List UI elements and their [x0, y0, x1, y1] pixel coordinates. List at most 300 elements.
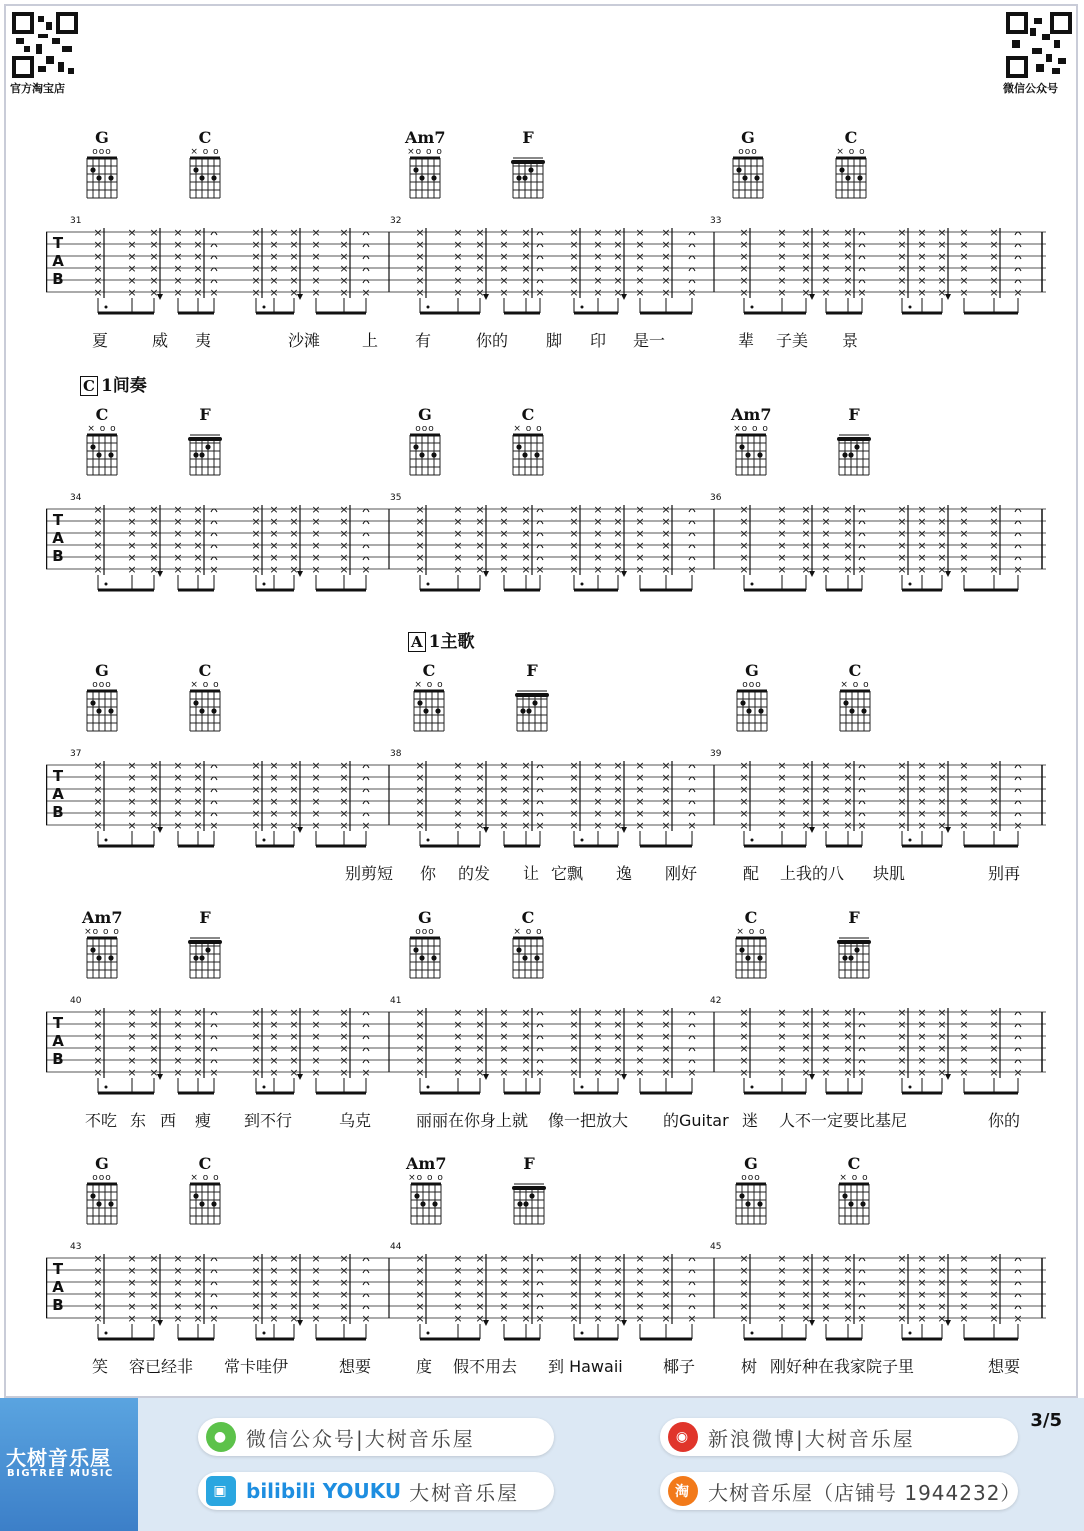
svg-text:×: × — [777, 807, 787, 820]
svg-text:×: × — [339, 1288, 349, 1301]
chord-name: C — [521, 405, 535, 424]
svg-text:×: × — [453, 1300, 463, 1313]
svg-text:×: × — [339, 551, 349, 564]
svg-text:×: × — [499, 527, 509, 540]
chord-open-strings: ooo — [415, 927, 435, 937]
svg-text:×: × — [569, 1276, 579, 1289]
svg-text:×: × — [269, 286, 279, 299]
svg-text:×: × — [149, 527, 159, 540]
svg-text:×: × — [251, 1264, 261, 1277]
svg-text:×: × — [415, 795, 425, 808]
svg-text:×: × — [777, 228, 787, 239]
svg-text:×: × — [339, 807, 349, 820]
svg-text:×: × — [821, 228, 831, 239]
svg-text:×: × — [777, 1030, 787, 1043]
svg-text:×: × — [613, 1030, 623, 1043]
chord-name: G — [741, 128, 755, 147]
svg-text:×: × — [149, 228, 159, 239]
tab-system-row — [0, 128, 1084, 373]
svg-text:×: × — [989, 1008, 999, 1019]
svg-text:×: × — [251, 1254, 261, 1265]
svg-text:×: × — [193, 505, 203, 516]
svg-text:×: × — [535, 286, 545, 299]
svg-text:×: × — [269, 539, 279, 552]
svg-text:×: × — [521, 1008, 531, 1019]
svg-text:×: × — [127, 274, 137, 287]
svg-text:×: × — [475, 819, 485, 832]
svg-text:×: × — [937, 761, 947, 772]
svg-text:×: × — [569, 1030, 579, 1043]
svg-text:×: × — [959, 527, 969, 540]
svg-text:×: × — [989, 1030, 999, 1043]
svg-text:×: × — [269, 238, 279, 251]
wechat-account-pill[interactable] — [198, 1418, 554, 1456]
svg-text:×: × — [311, 539, 321, 552]
lyric-syllable: 脚 — [546, 331, 563, 350]
svg-text:×: × — [415, 1254, 425, 1265]
svg-text:×: × — [339, 238, 349, 251]
svg-text:×: × — [661, 1300, 671, 1313]
svg-text:×: × — [569, 1254, 579, 1265]
svg-text:×: × — [475, 274, 485, 287]
chord-open-strings: × o o — [190, 147, 220, 157]
svg-text:×: × — [453, 1018, 463, 1031]
svg-text:×: × — [569, 539, 579, 552]
chord-open-strings: × o o — [513, 424, 543, 434]
svg-text:×: × — [251, 228, 261, 239]
svg-text:×: × — [339, 783, 349, 796]
svg-text:×: × — [593, 1288, 603, 1301]
chord-name: C — [198, 1154, 212, 1173]
svg-text:×: × — [415, 761, 425, 772]
svg-text:×: × — [917, 1066, 927, 1079]
svg-text:×: × — [801, 1288, 811, 1301]
svg-text:×: × — [269, 1018, 279, 1031]
svg-text:×: × — [415, 228, 425, 239]
svg-text:×: × — [937, 274, 947, 287]
lyric-syllable: 东 — [130, 1111, 147, 1130]
svg-text:×: × — [593, 262, 603, 275]
svg-text:×: × — [311, 819, 321, 832]
svg-text:×: × — [897, 274, 907, 287]
svg-text:×: × — [661, 505, 671, 516]
svg-text:×: × — [251, 1054, 261, 1067]
svg-text:×: × — [777, 1066, 787, 1079]
svg-text:×: × — [93, 539, 103, 552]
svg-text:×: × — [777, 1008, 787, 1019]
svg-text:×: × — [289, 250, 299, 263]
svg-text:×: × — [311, 1276, 321, 1289]
svg-text:×: × — [193, 228, 203, 239]
svg-text:×: × — [289, 1054, 299, 1067]
svg-text:×: × — [661, 539, 671, 552]
svg-text:×: × — [917, 250, 927, 263]
svg-text:×: × — [897, 228, 907, 239]
svg-text:×: × — [661, 1030, 671, 1043]
svg-text:×: × — [821, 1008, 831, 1019]
svg-text:×: × — [93, 515, 103, 528]
svg-text:×: × — [521, 1288, 531, 1301]
svg-text:×: × — [193, 551, 203, 564]
svg-text:×: × — [801, 1254, 811, 1265]
lyric-syllable: 人不一定要比基尼 — [779, 1111, 908, 1130]
svg-text:×: × — [917, 1018, 927, 1031]
measure-number: 31 — [70, 216, 82, 226]
svg-text:×: × — [843, 539, 853, 552]
svg-text:×: × — [959, 262, 969, 275]
svg-text:×: × — [173, 250, 183, 263]
svg-text:×: × — [569, 1008, 579, 1019]
svg-text:×: × — [415, 539, 425, 552]
svg-text:×: × — [499, 505, 509, 516]
svg-text:×: × — [959, 1288, 969, 1301]
svg-text:×: × — [635, 783, 645, 796]
svg-text:×: × — [613, 1054, 623, 1067]
svg-text:×: × — [989, 551, 999, 564]
svg-text:×: × — [777, 819, 787, 832]
svg-text:×: × — [937, 1042, 947, 1055]
svg-text:×: × — [569, 771, 579, 784]
svg-text:×: × — [251, 807, 261, 820]
svg-text:×: × — [415, 1054, 425, 1067]
lyric-syllable: 配 — [743, 864, 760, 883]
svg-text:×: × — [897, 1312, 907, 1325]
svg-text:×: × — [613, 761, 623, 772]
svg-text:×: × — [897, 807, 907, 820]
svg-text:×: × — [127, 819, 137, 832]
svg-text:×: × — [843, 563, 853, 576]
svg-text:×: × — [269, 795, 279, 808]
svg-text:×: × — [339, 563, 349, 576]
svg-text:×: × — [569, 761, 579, 772]
weibo-pill[interactable] — [660, 1418, 1018, 1456]
svg-text:×: × — [521, 1018, 531, 1031]
svg-text:×: × — [569, 1264, 579, 1277]
svg-text:×: × — [739, 1066, 749, 1079]
svg-text:×: × — [989, 505, 999, 516]
svg-text:×: × — [777, 238, 787, 251]
svg-text:×: × — [777, 783, 787, 796]
svg-text:×: × — [269, 1312, 279, 1325]
svg-text:×: × — [415, 563, 425, 576]
svg-text:×: × — [801, 262, 811, 275]
svg-text:×: × — [193, 795, 203, 808]
svg-text:×: × — [127, 1300, 137, 1313]
svg-text:×: × — [269, 807, 279, 820]
svg-text:×: × — [613, 250, 623, 263]
chord-open-strings: ooo — [92, 680, 112, 690]
svg-text:×: × — [361, 819, 371, 832]
svg-text:×: × — [959, 1300, 969, 1313]
svg-text:×: × — [453, 795, 463, 808]
svg-text:×: × — [777, 761, 787, 772]
svg-text:×: × — [499, 795, 509, 808]
svg-text:×: × — [475, 1300, 485, 1313]
video-platform-pill[interactable] — [198, 1472, 554, 1510]
svg-text:×: × — [897, 515, 907, 528]
svg-text:×: × — [93, 783, 103, 796]
svg-text:×: × — [415, 1312, 425, 1325]
svg-text:×: × — [453, 505, 463, 516]
measure-number: 42 — [710, 996, 722, 1006]
bilibili-icon: ▣ — [206, 1476, 236, 1506]
svg-text:×: × — [989, 783, 999, 796]
svg-text:×: × — [311, 1008, 321, 1019]
svg-text:×: × — [989, 1312, 999, 1325]
svg-text:×: × — [475, 250, 485, 263]
svg-text:×: × — [777, 1288, 787, 1301]
taobao-qr-code[interactable] — [12, 12, 78, 78]
svg-text:×: × — [311, 563, 321, 576]
svg-text:×: × — [251, 527, 261, 540]
svg-text:×: × — [821, 1264, 831, 1277]
tab-system-row — [0, 376, 1084, 650]
svg-text:×: × — [149, 783, 159, 796]
svg-text:×: × — [269, 505, 279, 516]
svg-text:×: × — [569, 1018, 579, 1031]
svg-text:×: × — [989, 1264, 999, 1277]
svg-text:×: × — [499, 819, 509, 832]
svg-text:×: × — [339, 539, 349, 552]
svg-text:×: × — [635, 1288, 645, 1301]
svg-text:×: × — [569, 1054, 579, 1067]
svg-text:×: × — [127, 1018, 137, 1031]
svg-text:×: × — [989, 771, 999, 784]
taobao-shop-pill[interactable] — [660, 1472, 1022, 1510]
svg-text:×: × — [843, 1008, 853, 1019]
svg-text:×: × — [193, 771, 203, 784]
lyric-syllable: 像一把放大 — [548, 1111, 629, 1130]
chord-name: C — [521, 908, 535, 927]
svg-text:×: × — [661, 1018, 671, 1031]
svg-text:×: × — [193, 1264, 203, 1277]
chord-open-strings: ooo — [415, 424, 435, 434]
chord-name: G — [745, 661, 759, 680]
svg-text:×: × — [311, 274, 321, 287]
svg-text:×: × — [193, 1300, 203, 1313]
taobao-qr-label: 官方淘宝店 — [10, 82, 65, 95]
lyric-syllable: 丽丽在你身上就 — [416, 1111, 529, 1130]
svg-text:×: × — [613, 819, 623, 832]
svg-text:×: × — [739, 539, 749, 552]
video-logos: bilibili YOUKU — [246, 1479, 402, 1503]
svg-text:×: × — [843, 1018, 853, 1031]
svg-text:×: × — [937, 515, 947, 528]
svg-text:×: × — [897, 1254, 907, 1265]
svg-text:×: × — [801, 563, 811, 576]
lyric-syllable: 树 — [741, 1357, 758, 1376]
svg-text:×: × — [499, 262, 509, 275]
svg-text:×: × — [127, 262, 137, 275]
lyric-syllable: 上我的八 — [780, 864, 845, 883]
svg-text:×: × — [613, 1008, 623, 1019]
svg-text:×: × — [843, 1066, 853, 1079]
svg-text:×: × — [127, 551, 137, 564]
svg-text:×: × — [917, 505, 927, 516]
svg-text:×: × — [269, 1288, 279, 1301]
svg-text:×: × — [613, 1312, 623, 1325]
svg-text:×: × — [821, 795, 831, 808]
svg-text:×: × — [917, 274, 927, 287]
tab-system-row — [0, 908, 1084, 1153]
svg-text:×: × — [613, 515, 623, 528]
lyric-syllable: 景 — [842, 331, 859, 350]
svg-text:×: × — [173, 783, 183, 796]
svg-text:×: × — [93, 807, 103, 820]
svg-text:×: × — [521, 539, 531, 552]
svg-text:×: × — [959, 238, 969, 251]
svg-text:×: × — [661, 515, 671, 528]
svg-text:×: × — [593, 1264, 603, 1277]
svg-text:×: × — [593, 1254, 603, 1265]
svg-text:×: × — [661, 238, 671, 251]
svg-text:×: × — [897, 1054, 907, 1067]
svg-text:×: × — [897, 286, 907, 299]
svg-text:×: × — [499, 1276, 509, 1289]
svg-text:×: × — [593, 551, 603, 564]
svg-text:×: × — [453, 286, 463, 299]
lyric-syllable: 不吃 — [85, 1111, 118, 1130]
svg-text:×: × — [173, 1066, 183, 1079]
svg-text:×: × — [777, 539, 787, 552]
svg-text:×: × — [897, 238, 907, 251]
svg-text:×: × — [499, 274, 509, 287]
svg-text:×: × — [937, 505, 947, 516]
svg-text:×: × — [739, 771, 749, 784]
svg-text:×: × — [149, 515, 159, 528]
svg-text:×: × — [917, 238, 927, 251]
svg-text:×: × — [93, 250, 103, 263]
svg-text:×: × — [897, 505, 907, 516]
svg-text:×: × — [289, 551, 299, 564]
svg-text:×: × — [593, 1312, 603, 1325]
svg-text:×: × — [613, 527, 623, 540]
svg-text:×: × — [801, 1008, 811, 1019]
svg-text:×: × — [777, 262, 787, 275]
svg-text:×: × — [569, 262, 579, 275]
svg-text:×: × — [415, 1300, 425, 1313]
svg-text:×: × — [917, 761, 927, 772]
svg-text:×: × — [127, 527, 137, 540]
svg-text:×: × — [857, 563, 867, 576]
svg-text:×: × — [475, 1288, 485, 1301]
measure-number: 44 — [390, 1242, 402, 1252]
svg-text:×: × — [415, 807, 425, 820]
svg-text:×: × — [339, 1054, 349, 1067]
svg-text:×: × — [635, 262, 645, 275]
svg-text:×: × — [739, 1008, 749, 1019]
svg-text:×: × — [959, 551, 969, 564]
svg-text:×: × — [127, 238, 137, 251]
svg-text:×: × — [289, 1288, 299, 1301]
svg-text:×: × — [821, 286, 831, 299]
svg-text:×: × — [937, 1066, 947, 1079]
svg-text:×: × — [251, 1008, 261, 1019]
svg-text:×: × — [339, 228, 349, 239]
svg-text:×: × — [475, 228, 485, 239]
svg-text:×: × — [453, 1254, 463, 1265]
svg-text:×: × — [937, 819, 947, 832]
svg-text:×: × — [453, 1276, 463, 1289]
svg-text:×: × — [499, 1312, 509, 1325]
svg-text:×: × — [311, 1030, 321, 1043]
svg-text:×: × — [843, 515, 853, 528]
svg-text:×: × — [801, 807, 811, 820]
chord-name: G — [744, 1154, 758, 1173]
lyric-syllable: 让 — [523, 864, 540, 883]
lyric-syllable: 夷 — [195, 331, 212, 350]
svg-text:×: × — [521, 286, 531, 299]
lyric-syllable: 你的 — [988, 1111, 1021, 1130]
svg-text:×: × — [209, 1066, 219, 1079]
chord-name: G — [95, 661, 109, 680]
svg-text:×: × — [289, 819, 299, 832]
svg-text:×: × — [801, 1276, 811, 1289]
svg-text:×: × — [661, 563, 671, 576]
svg-text:×: × — [475, 551, 485, 564]
svg-text:×: × — [739, 515, 749, 528]
svg-text:×: × — [635, 250, 645, 263]
svg-text:×: × — [1013, 286, 1023, 299]
svg-text:×: × — [521, 505, 531, 516]
svg-text:×: × — [635, 807, 645, 820]
svg-text:×: × — [269, 551, 279, 564]
svg-text:×: × — [739, 1030, 749, 1043]
wechat-qr-code[interactable] — [1006, 12, 1072, 78]
svg-text:×: × — [251, 1288, 261, 1301]
svg-text:×: × — [777, 274, 787, 287]
svg-text:×: × — [897, 761, 907, 772]
page-number: 3/5 — [1030, 1410, 1062, 1431]
svg-text:×: × — [937, 807, 947, 820]
svg-text:×: × — [661, 795, 671, 808]
svg-text:×: × — [149, 551, 159, 564]
svg-text:×: × — [521, 238, 531, 251]
svg-text:×: × — [311, 551, 321, 564]
svg-text:×: × — [613, 539, 623, 552]
svg-text:×: × — [821, 1254, 831, 1265]
svg-text:×: × — [521, 262, 531, 275]
svg-text:×: × — [777, 551, 787, 564]
svg-text:×: × — [93, 761, 103, 772]
svg-text:×: × — [475, 539, 485, 552]
svg-text:×: × — [821, 1300, 831, 1313]
svg-text:×: × — [93, 771, 103, 784]
svg-text:×: × — [989, 1018, 999, 1031]
svg-text:×: × — [843, 274, 853, 287]
svg-text:×: × — [937, 228, 947, 239]
svg-text:×: × — [311, 761, 321, 772]
lyric-syllable: 到不行 — [244, 1111, 293, 1130]
svg-text:×: × — [193, 250, 203, 263]
svg-text:×: × — [193, 539, 203, 552]
svg-text:×: × — [821, 1042, 831, 1055]
svg-text:×: × — [843, 238, 853, 251]
svg-text:×: × — [475, 1008, 485, 1019]
chord-open-strings: ooo — [92, 1173, 112, 1183]
svg-text:×: × — [593, 795, 603, 808]
svg-text:×: × — [661, 1288, 671, 1301]
svg-text:×: × — [917, 1312, 927, 1325]
svg-text:×: × — [311, 505, 321, 516]
svg-text:×: × — [777, 1312, 787, 1325]
chord-open-strings: ooo — [92, 147, 112, 157]
svg-text:×: × — [289, 1066, 299, 1079]
svg-text:×: × — [937, 551, 947, 564]
svg-text:×: × — [989, 819, 999, 832]
svg-text:×: × — [661, 761, 671, 772]
svg-text:×: × — [499, 539, 509, 552]
